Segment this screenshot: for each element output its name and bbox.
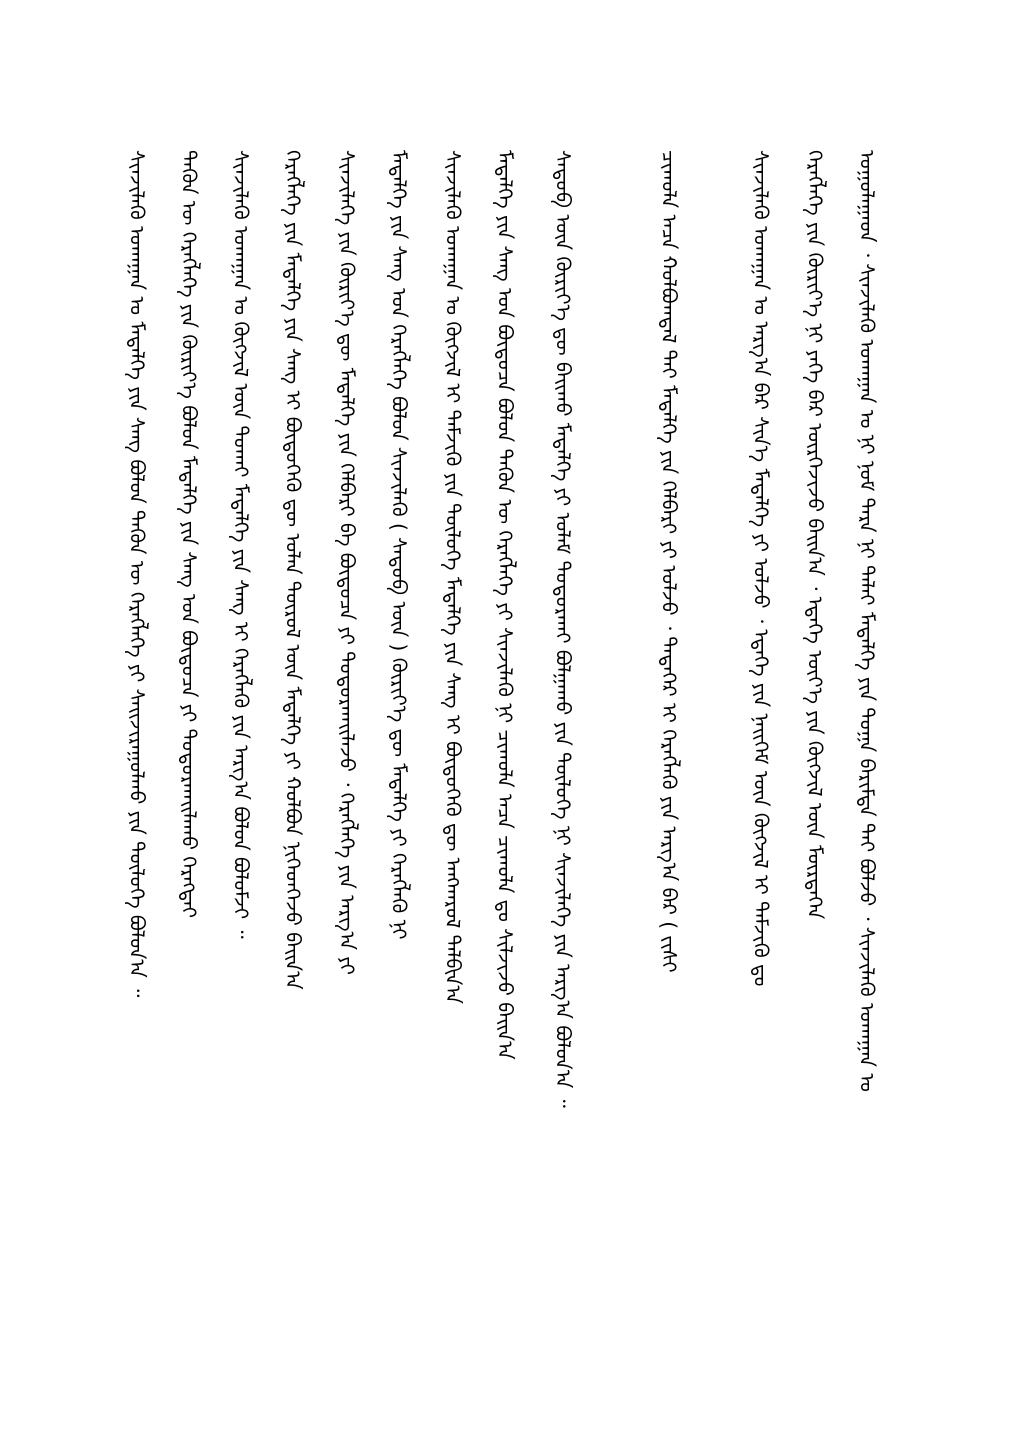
text-line-4 [652,150,686,1300]
text-line-1 [850,150,884,1300]
text-line-2 [798,150,832,1300]
text-line-10 [276,150,310,1300]
text-line-6 [488,150,522,1300]
text-line-13 [120,150,154,1300]
text-line-1-content: ᠤᠭᠤᠯᠠᠭᠠᠳ ᠂ ᠰᠢᠨᠵᠢᠯᠡᠬᠦ ᠤᠬᠠᠭᠠᠨ ᠤ ᠨᠢ ᠨᠤᠮ ᠲᠡᠷᠡ ᠨᠢ ᠳᠠᠯᠠᠢ ᠮᠡᠳᠡᠯᠭᠡ ᠶᠢᠨ ᠲᠣᠭᠠ ᠪᠠᠷᠢᠮᠲᠠ ᠲᠠᠢ ᠪᠣᠯᠵᠤ ᠂ ᠰᠢᠨᠵᠢᠯᠡᠬᠦ ᠤᠬᠠᠭᠠᠨ ᠤ [855,150,879,1092]
text-line-10-content: ᠬᠡᠷᠡᠭᠯᠡᠭᠡ ᠶᠢᠨ ᠮᠡᠳᠡᠯᠭᠡ ᠶᠢᠨ ᠰᠠᠩ ᠢ ᠪᠦᠲᠦᠭᠡᠬᠦ ᠳᠦ ᠣᠯᠠᠨ ᠲᠥᠷᠦᠯ ᠦᠨ ᠮᠡᠳᠡᠯᠭᠡ ᠶᠢ ᠬᠣᠯᠪᠣᠨ ᠨᠢᠭᠡᠳᠭᠡᠵᠦ ᠪᠠᠢᠨ᠎ᠠ [281,150,305,990]
text-line-3 [744,150,778,1300]
text-line-6-content: ᠮᠡᠳᠡᠯᠭᠡ ᠶᠢᠨ ᠰᠠᠩ ᠤᠨ ᠪᠦᠲᠦᠴᠡ ᠪᠣᠯᠤᠨ ᠲᠡᠭᠦᠨ ᠦ ᠬᠡᠷᠡᠭᠯᠡᠭᠡ ᠶᠢ ᠰᠢᠨᠵᠢᠯᠡᠬᠦ ᠨᠢ ᠴᠢᠬᠤᠯᠠ ᠠᠴᠠ ᠴᠢᠬᠤᠯᠠ ᠳᠤ ᠰᠢᠯᠵᠢᠵᠦ ᠪᠠᠢᠨ᠎ᠠ [493,150,517,1060]
text-line-11-content: ᠰᠢᠨᠵᠢᠯᠡᠬᠦ ᠤᠬᠠᠭᠠᠨ ᠤ ᠬᠥᠭᠵᠢᠯ ᠦᠨ ᠲᠤᠬᠠᠢ ᠮᠡᠳᠡᠯᠭᠡ ᠶᠢᠨ ᠰᠠᠩ ᠢ ᠬᠡᠷᠡᠭᠯᠡᠬᠦ ᠶᠢᠨ ᠠᠷᠭ᠎ᠠ ᠪᠣᠯᠤᠨ ᠪᠣᠯᠤᠮᠵᠢ ᠃ [229,150,253,939]
text-line-7-content: ᠰᠢᠨᠵᠢᠯᠡᠬᠦ ᠤᠬᠠᠭᠠᠨ ᠤ ᠬᠥᠭᠵᠢᠯ ᠢ ᠳᠡᠮᠵᠢᠬᠦ ᠶᠢᠨ ᠲᠥᠯᠦᠭᠡ ᠮᠡᠳᠡᠯᠭᠡ ᠶᠢᠨ ᠰᠠᠩ ᠢ ᠪᠦᠲᠦᠭᠡᠬᠦ ᠳᠦ ᠠᠩᠬᠠᠷᠤᠯ ᠲᠠᠯᠪᠢᠨ᠎ᠠ [441,150,465,1004]
text-line-5-content: ᠰᠡᠳᠦᠪ ᠦᠨ ᠬᠦᠷᠢᠶ᠎ᠡ ᠳᠦ ᠪᠠᠢᠬᠤ ᠮᠡᠳᠡᠯᠭᠡ ᠶᠢ ᠤᠯᠠᠮ ᠲᠣᠳᠣᠷᠬᠠᠢ ᠪᠣᠯᠭᠠᠬᠤ ᠶᠢᠨ ᠲᠥᠯᠦᠭᠡ ᠨᠢ ᠰᠢᠨᠵᠢᠯᠡᠭᠡ ᠶᠢᠨ ᠠᠷᠭ᠎ᠠ ᠪᠣᠯᠤᠨ᠎ᠠ ᠃ [551,150,575,1108]
text-line-8 [382,150,416,1300]
vertical-text-block [120,150,880,1300]
text-line-4-content: ᠴᠢᠬᠤᠯᠠ ᠠᠴᠠ ᠬᠣᠯᠪᠣᠭᠳᠠᠯ ᠲᠠᠢ ᠮᠡᠳᠡᠯᠭᠡ ᠶᠢᠨ ᠬᠡᠯᠪᠡᠷᠢ ᠶᠢ ᠣᠯᠵᠤ ᠂ ᠲᠡᠳᠡᠭᠡᠷ ᠢ ᠬᠡᠷᠡᠭᠯᠡᠬᠦ ᠶᠢᠨ ᠠᠷᠭ᠎ᠠ ᠪᠠᠷ ( ᠵᠢᠱ᠋ᠢ [657,150,681,973]
text-line-7 [436,150,470,1300]
text-line-9-content: ᠰᠢᠨᠵᠢᠯᠡᠭᠡ ᠶᠢᠨ ᠬᠦᠷᠢᠶ᠎ᠡ ᠳᠦ ᠮᠡᠳᠡᠯᠭᠡ ᠶᠢᠨ ᠬᠡᠯᠪᠡᠷᠢ ᠪᠠ ᠪᠦᠲᠦᠴᠡ ᠶᠢ ᠲᠣᠳᠣᠷᠬᠠᠢᠯᠠᠵᠤ ᠂ ᠬᠡᠷᠡᠭᠯᠡᠭᠡ ᠶᠢᠨ ᠠᠷᠭ᠎ᠠ ᠶᠢ [335,150,359,975]
text-line-3-content: ᠰᠢᠨᠵᠢᠯᠡᠬᠦ ᠤᠬᠠᠭᠠᠨ ᠤ ᠠᠷᠭ᠎ᠠ ᠪᠠᠷ ᠰᠢᠨ᠎ᠡ ᠮᠡᠳᠡᠯᠭᠡ ᠶᠢ ᠣᠯᠵᠤ ᠂ ᠡᠳᠡᠭᠡ ᠶᠢᠨ ᠨᠡᠢᠭᠡᠮ ᠦᠨ ᠬᠥᠭᠵᠢᠯ ᠢ ᠳᠡᠮᠵᠢᠬᠦ ᠳᠤ [749,150,773,987]
text-line-9 [330,150,364,1300]
text-line-5 [546,150,580,1300]
text-line-2-content: ᠬᠡᠷᠡᠭᠯᠡᠭᠡ ᠶᠢᠨ ᠬᠦᠷᠢᠶ᠎ᠡ ᠨᠢ ᠶᠡᠬᠡ ᠪᠡᠷ ᠥᠷᠭᠡᠵᠢᠵᠦ ᠪᠠᠢᠨ᠎ᠠ ᠂ ᠡᠳᠡᠭᠡ ᠦᠶ᠎ᠡ ᠶᠢᠨ ᠬᠥᠭᠵᠢᠯ ᠦᠨ ᠮᠥᠷᠲᠡᠭᠡᠨ [803,150,827,920]
text-line-11 [224,150,258,1300]
text-line-13-content: ᠰᠢᠨᠵᠢᠯᠡᠬᠦ ᠤᠬᠠᠭᠠᠨ ᠤ ᠮᠡᠳᠡᠯᠭᠡ ᠶᠢᠨ ᠰᠠᠩ ᠪᠣᠯᠤᠨ ᠲᠡᠭᠦᠨ ᠦ ᠬᠡᠷᠡᠭᠯᠡᠭᠡ ᠶᠢ ᠰᠠᠢᠵᠢᠷᠠᠭᠤᠯᠬᠤ ᠶᠢᠨ ᠲᠥᠯᠦᠭᠡ ᠪᠣᠯᠤᠨ᠎ᠠ ᠃ [125,150,149,998]
text-line-12-content: ᠲᠡᠭᠦᠨ ᠦ ᠬᠡᠷᠡᠭᠯᠡᠭᠡ ᠶᠢᠨ ᠬᠦᠷᠢᠶ᠎ᠡ ᠪᠣᠯᠤᠨ ᠮᠡᠳᠡᠯᠭᠡ ᠶᠢᠨ ᠰᠠᠩ ᠤᠨ ᠪᠦᠲᠦᠴᠡ ᠶᠢ ᠲᠣᠳᠣᠷᠬᠠᠢᠯᠠᠬᠤ ᠬᠡᠷᠡᠭᠲᠡᠢ [177,150,201,919]
text-line-8-content: ᠮᠡᠳᠡᠯᠭᠡ ᠶᠢᠨ ᠰᠠᠩ ᠤᠨ ᠬᠡᠷᠡᠭᠯᠡᠭᠡ ᠪᠣᠯᠤᠨ ᠰᠢᠨᠵᠢᠯᠡᠬᠦ ( ᠰᠡᠳᠦᠪ ᠦᠨ ) ᠬᠦᠷᠢᠶ᠎ᠡ ᠳᠦ ᠮᠡᠳᠡᠯᠭᠡ ᠶᠢ ᠬᠡᠷᠡᠭᠯᠡᠬᠦ ᠨᠢ [387,150,411,940]
text-line-12 [172,150,206,1300]
